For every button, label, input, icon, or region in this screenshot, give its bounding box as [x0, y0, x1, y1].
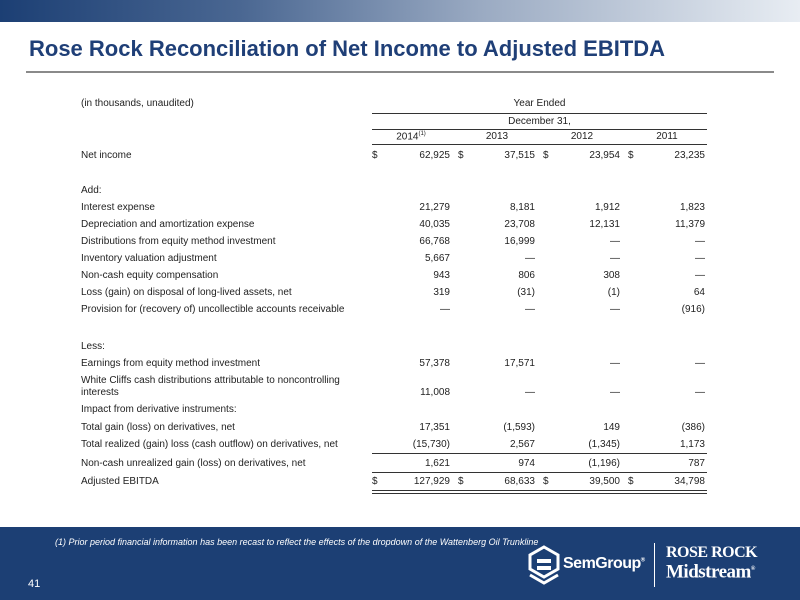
cell-value: (386) — [681, 422, 705, 433]
cell-value: 11,379 — [675, 219, 705, 230]
currency-symbol: $ — [628, 476, 634, 487]
cell-value: — — [695, 253, 705, 264]
cell-value: (1,196) — [588, 458, 620, 469]
cell-value: 787 — [688, 458, 705, 469]
currency-symbol: $ — [458, 476, 464, 487]
section-label-less: Less: — [81, 341, 105, 352]
cell-value: 1,823 — [679, 202, 705, 213]
cell-value: — — [610, 387, 620, 398]
cell-value: 68,633 — [504, 476, 535, 487]
cell-value: 5,667 — [424, 253, 450, 264]
cell-value: — — [525, 304, 535, 315]
currency-symbol: $ — [372, 476, 378, 487]
cell-value: 319 — [433, 287, 450, 298]
cell-value: 12,131 — [589, 219, 620, 230]
cell-value: — — [695, 236, 705, 247]
row-label: Loss (gain) on disposal of long-lived assets, net — [81, 287, 292, 298]
total-rule — [372, 472, 707, 473]
cell-value: (1) — [607, 287, 620, 298]
cell-value: — — [610, 358, 620, 369]
cell-value: — — [610, 304, 620, 315]
row-label: Net income — [81, 150, 132, 161]
row-label-continued: interests — [81, 387, 119, 398]
cell-value: 2,567 — [509, 439, 535, 450]
cell-value: 21,279 — [419, 202, 450, 213]
cell-value: 943 — [433, 270, 450, 281]
subtotal-rule — [372, 453, 707, 454]
column-header-2012: 2012 — [570, 131, 594, 142]
rose-rock-logo — [666, 545, 757, 581]
column-header-2014: 2014$^{(1)}$ — [396, 131, 426, 143]
currency-symbol: $ — [543, 150, 549, 161]
row-label: Depreciation and amortization expense — [81, 219, 255, 230]
cell-value: 17,351 — [419, 422, 450, 433]
cell-value: 8,181 — [509, 202, 535, 213]
row-label: Earnings from equity method investment — [81, 358, 260, 369]
row-label: Inventory valuation adjustment — [81, 253, 217, 264]
rose-rock-wordmark: ROSE ROCK — [666, 544, 758, 561]
cell-value: 23,708 — [504, 219, 535, 230]
cell-value: 62,925 — [419, 150, 450, 161]
cell-value: 149 — [603, 422, 620, 433]
semgroup-mark-icon — [527, 545, 561, 585]
currency-symbol: $ — [628, 150, 634, 161]
row-label: Provision for (recovery of) uncollectible accounts receivable — [81, 304, 345, 315]
logo-divider — [654, 543, 655, 587]
cell-value: (15,730) — [412, 439, 450, 450]
cell-value: 39,500 — [589, 476, 620, 487]
cell-value: — — [440, 304, 450, 315]
footnote: (1) Prior period financial information has been recast to reflect the effects of the dropdown of the Wattenberg Oil Trunkline — [55, 537, 539, 547]
cell-value: 57,378 — [419, 358, 450, 369]
cell-value: 127,929 — [413, 476, 450, 487]
header-date: December 31, — [508, 116, 571, 127]
cell-value: — — [695, 358, 705, 369]
cell-value: — — [525, 253, 535, 264]
cell-value: 23,235 — [674, 150, 705, 161]
semgroup-logo — [527, 543, 647, 587]
cell-value: — — [610, 253, 620, 264]
cell-value: — — [695, 270, 705, 281]
cell-value: 37,515 — [504, 150, 535, 161]
cell-value: 66,768 — [419, 236, 450, 247]
header-rule — [372, 144, 707, 145]
header-rule — [372, 113, 707, 114]
cell-value: 34,798 — [674, 476, 705, 487]
cell-value: 974 — [518, 458, 535, 469]
units-note: (in thousands, unaudited) — [81, 98, 194, 109]
cell-value: 1,621 — [424, 458, 450, 469]
row-label: Distributions from equity method investment — [81, 236, 276, 247]
cell-value: 308 — [603, 270, 620, 281]
cell-value: (1,345) — [588, 439, 620, 450]
currency-symbol: $ — [543, 476, 549, 487]
double-rule — [372, 493, 707, 494]
currency-symbol: $ — [372, 150, 378, 161]
cell-value: 11,008 — [420, 387, 450, 398]
header-rule — [372, 129, 707, 130]
cell-value: — — [610, 236, 620, 247]
row-label: Total realized (gain) loss (cash outflow) on derivatives, net — [81, 439, 338, 450]
row-label: Total gain (loss) on derivatives, net — [81, 422, 235, 433]
section-label-add: Add: — [81, 185, 102, 196]
cell-value: (31) — [517, 287, 535, 298]
cell-value: 64 — [693, 287, 705, 298]
cell-value: (1,593) — [503, 422, 535, 433]
midstream-wordmark: Midstream® — [666, 561, 755, 583]
cell-value: 16,999 — [504, 236, 535, 247]
cell-value: 1,912 — [594, 202, 620, 213]
row-label: Non-cash equity compensation — [81, 270, 219, 281]
cell-value: 1,173 — [679, 439, 705, 450]
cell-value: — — [695, 387, 705, 398]
page-number: 41 — [28, 578, 41, 590]
cell-value: 17,571 — [504, 358, 535, 369]
cell-value: 40,035 — [419, 219, 450, 230]
column-header-2011: 2011 — [656, 131, 678, 142]
page-title: Rose Rock Reconciliation of Net Income to Adjusted EBITDA — [29, 36, 666, 61]
row-label-adjusted-ebitda: Adjusted EBITDA — [81, 476, 159, 487]
cell-value: (916) — [681, 304, 705, 315]
double-rule — [372, 490, 707, 491]
cell-value: 23,954 — [589, 150, 620, 161]
row-label: Non-cash unrealized gain (loss) on derivatives, net — [81, 458, 306, 469]
cell-value: 806 — [518, 270, 535, 281]
header-year-ended: Year Ended — [513, 98, 566, 109]
column-header-2013: 2013 — [485, 131, 509, 142]
row-label: White Cliffs cash distributions attributable to noncontrolling — [81, 375, 340, 386]
currency-symbol: $ — [458, 150, 464, 161]
cell-value: — — [525, 387, 535, 398]
section-label-derivatives: Impact from derivative instruments: — [81, 404, 237, 415]
row-label: Interest expense — [81, 202, 155, 213]
semgroup-wordmark: SemGroup® — [563, 555, 645, 572]
